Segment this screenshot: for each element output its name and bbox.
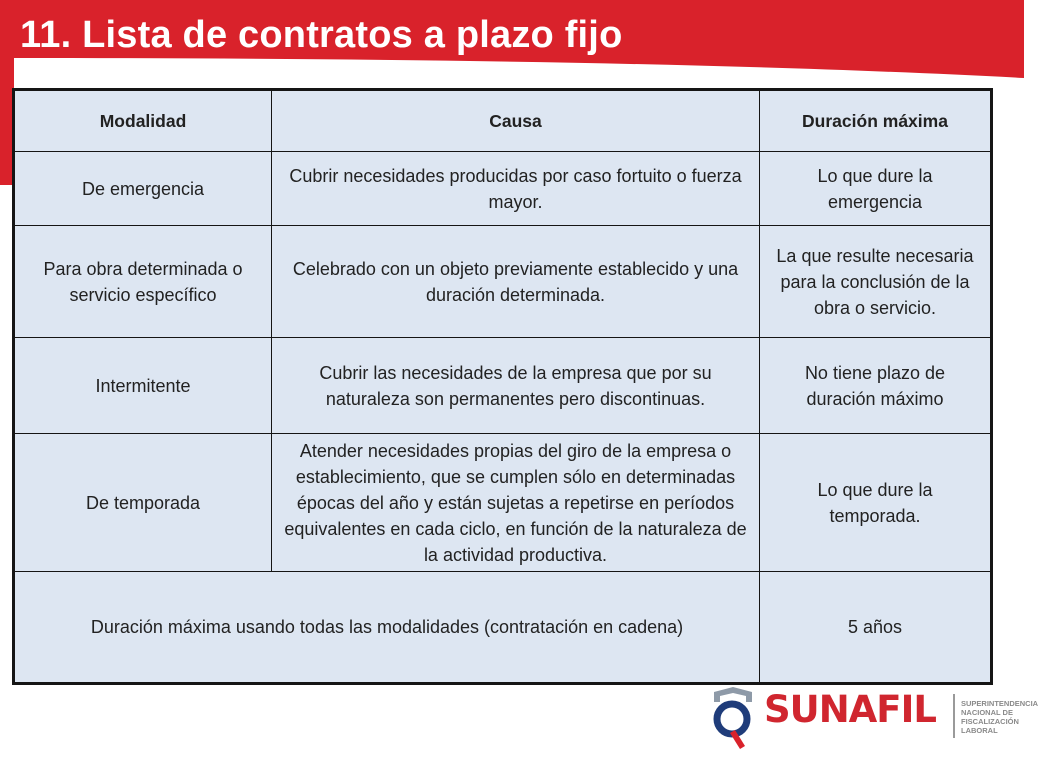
modalidad-cell: Intermitente: [14, 338, 272, 434]
modalidad-cell: Para obra determinada o servicio específico: [14, 226, 272, 338]
causa-cell: Cubrir las necesidades de la empresa que por su naturaleza son permanentes pero discontinuas.: [272, 338, 760, 434]
contracts-table: [12, 88, 993, 685]
duracion-cell: Lo que dure la emergencia: [760, 152, 992, 226]
table-header-row: [14, 90, 992, 152]
summary-value: 5 años: [760, 572, 992, 684]
modalidad-cell: De temporada: [14, 434, 272, 572]
logo-tagline: SUPERINTENDENCIA NACIONAL DE FISCALIZACIÓN LABORAL: [961, 699, 1038, 735]
slide-title: 11. Lista de contratos a plazo fijo: [20, 14, 623, 56]
table-row: [14, 338, 992, 434]
causa-cell: Celebrado con un objeto previamente establecido y una duración determinada.: [272, 226, 760, 338]
summary-row: [14, 572, 992, 684]
table-row: [14, 226, 992, 338]
table-row: [14, 152, 992, 226]
logo-name: SUNAFIL: [764, 688, 936, 731]
table-row: [14, 434, 992, 572]
causa-cell: Atender necesidades propias del giro de la empresa o establecimiento, que se cumplen sólo en determinadas épocas del año y están sujetas a repetirse en períodos equivalentes en cada ciclo, en función de la naturaleza de la actividad productiva.: [272, 434, 760, 572]
duracion-cell: La que resulte necesaria para la conclusión de la obra o servicio.: [760, 226, 992, 338]
duracion-cell: No tiene plazo de duración máximo: [760, 338, 992, 434]
header-duracion-maxima: Duración máxima: [760, 90, 992, 152]
header-modalidad: Modalidad: [14, 90, 272, 152]
sunafil-logo: [708, 686, 1038, 768]
magnifier-shield-icon: [708, 686, 758, 752]
logo-divider: [953, 694, 955, 738]
summary-label: Duración máxima usando todas las modalidades (contratación en cadena): [14, 572, 760, 684]
causa-cell: Cubrir necesidades producidas por caso fortuito o fuerza mayor.: [272, 152, 760, 226]
duracion-cell: Lo que dure la temporada.: [760, 434, 992, 572]
modalidad-cell: De emergencia: [14, 152, 272, 226]
header-causa: Causa: [272, 90, 760, 152]
